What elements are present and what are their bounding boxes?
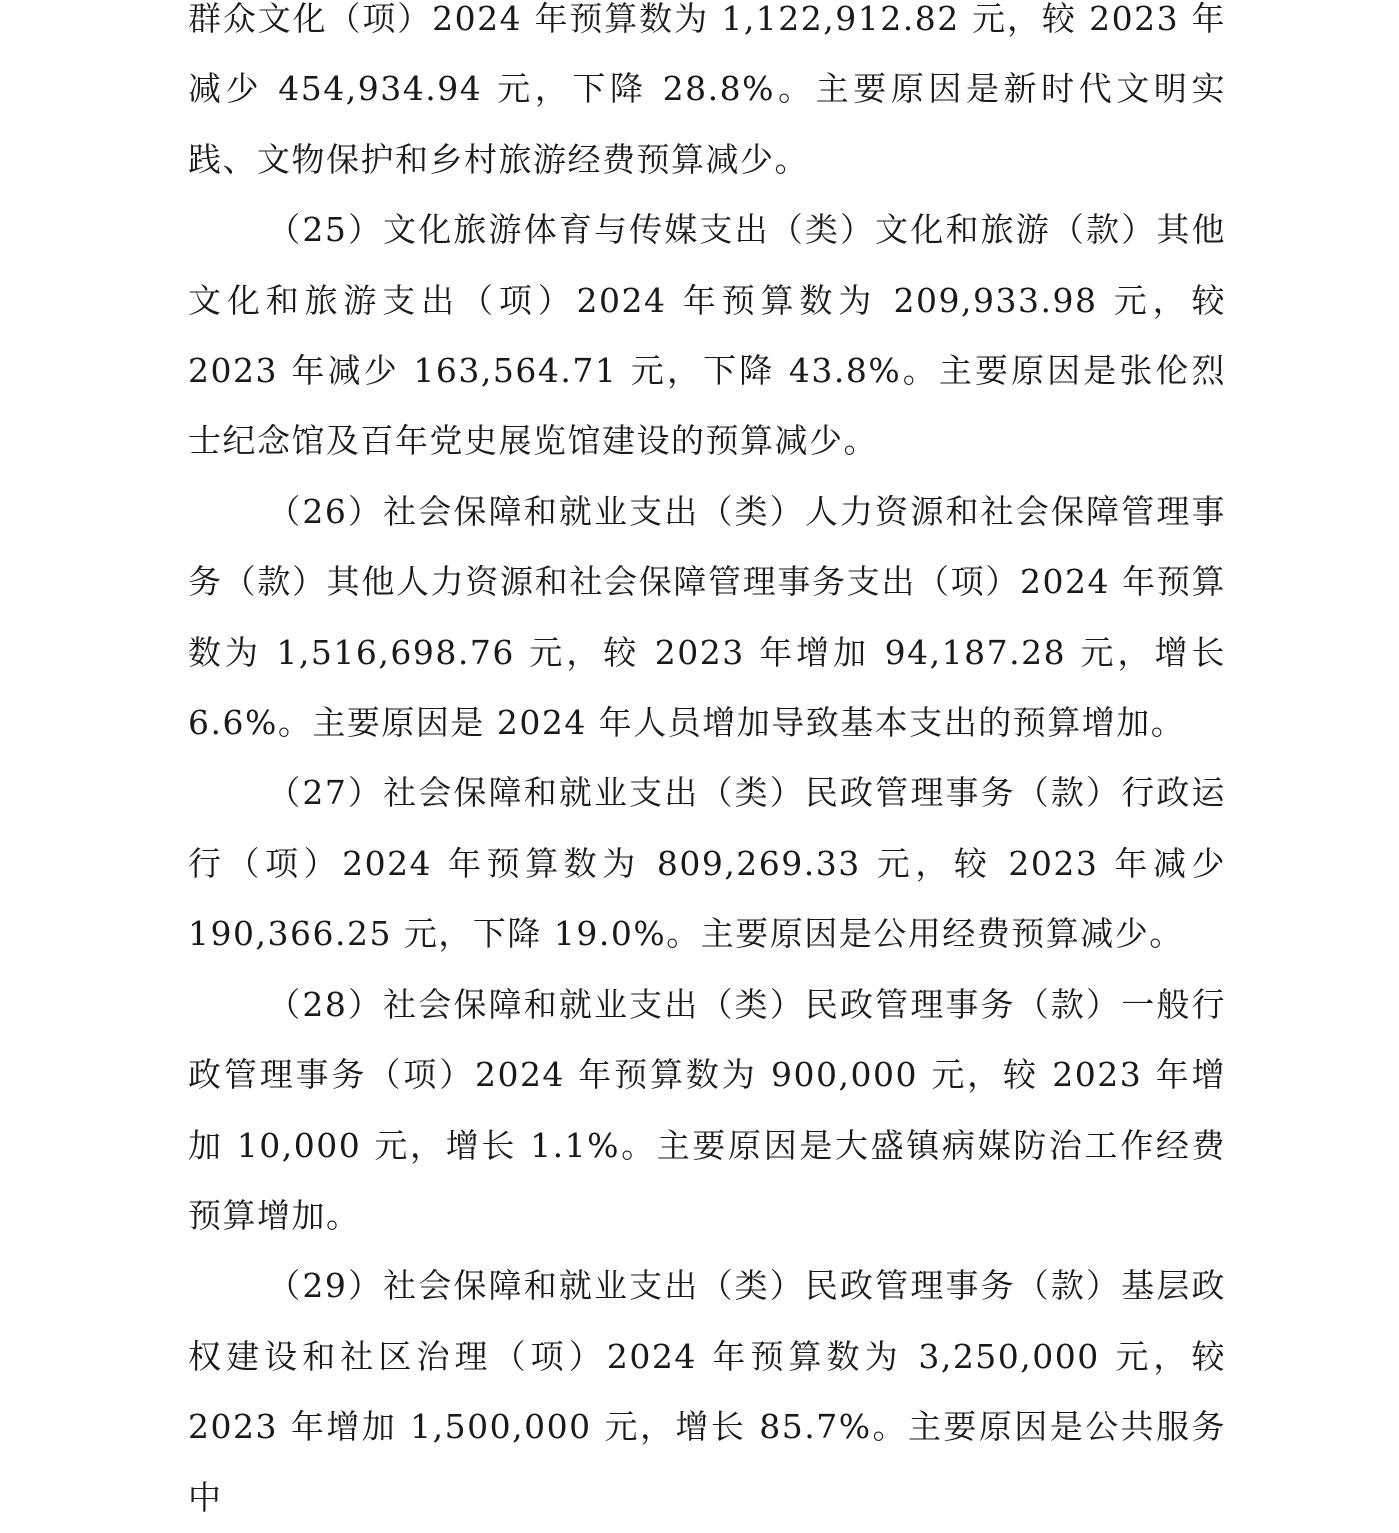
paragraph-24-continued: 群众文化（项）2024 年预算数为 1,122,912.82 元，较 2023 年减少 454,934.94 元，下降 28.8%。主要原因是新时代文明实践、文物保护和乡村旅游经费预算减少。	[188, 0, 1226, 179]
paragraph-25: （25）文化旅游体育与传媒支出（类）文化和旅游（款）其他文化和旅游支出（项）2024 年预算数为 209,933.98 元，较 2023 年减少 163,564.71 元，下降 43.8%。主要原因是张伦烈士纪念馆及百年党史展览馆建设的预算减少。	[188, 210, 1226, 461]
paragraph-26: （26）社会保障和就业支出（类）人力资源和社会保障管理事务（款）其他人力资源和社会保障管理事务支出（项）2024 年预算数为 1,516,698.76 元，较 2023 年增加 94,187.28 元，增长 6.6%。主要原因是 2024 年人员增加导致基本支出的预算增加。	[188, 491, 1226, 743]
paragraph-28: （28）社会保障和就业支出（类）民政管理事务（款）一般行政管理事务（项）2024 年预算数为 900,000 元，较 2023 年增加 10,000 元，增长 1.1%。主要原因是大盛镇病媒防治工作经费预算增加。	[188, 984, 1226, 1235]
document-page	[188, 0, 1226, 1533]
paragraph-27: （27）社会保障和就业支出（类）民政管理事务（款）行政运行（项）2024 年预算数为 809,269.33 元，较 2023 年减少 190,366.25 元，下降 19.0%。主要原因是公用经费预算减少。	[188, 773, 1226, 954]
paragraph-29: （29）社会保障和就业支出（类）民政管理事务（款）基层政权建设和社区治理（项）2024 年预算数为 3,250,000 元，较 2023 年增加 1,500,000 元，增长 85.7%。主要原因是公共服务中	[188, 1266, 1226, 1517]
